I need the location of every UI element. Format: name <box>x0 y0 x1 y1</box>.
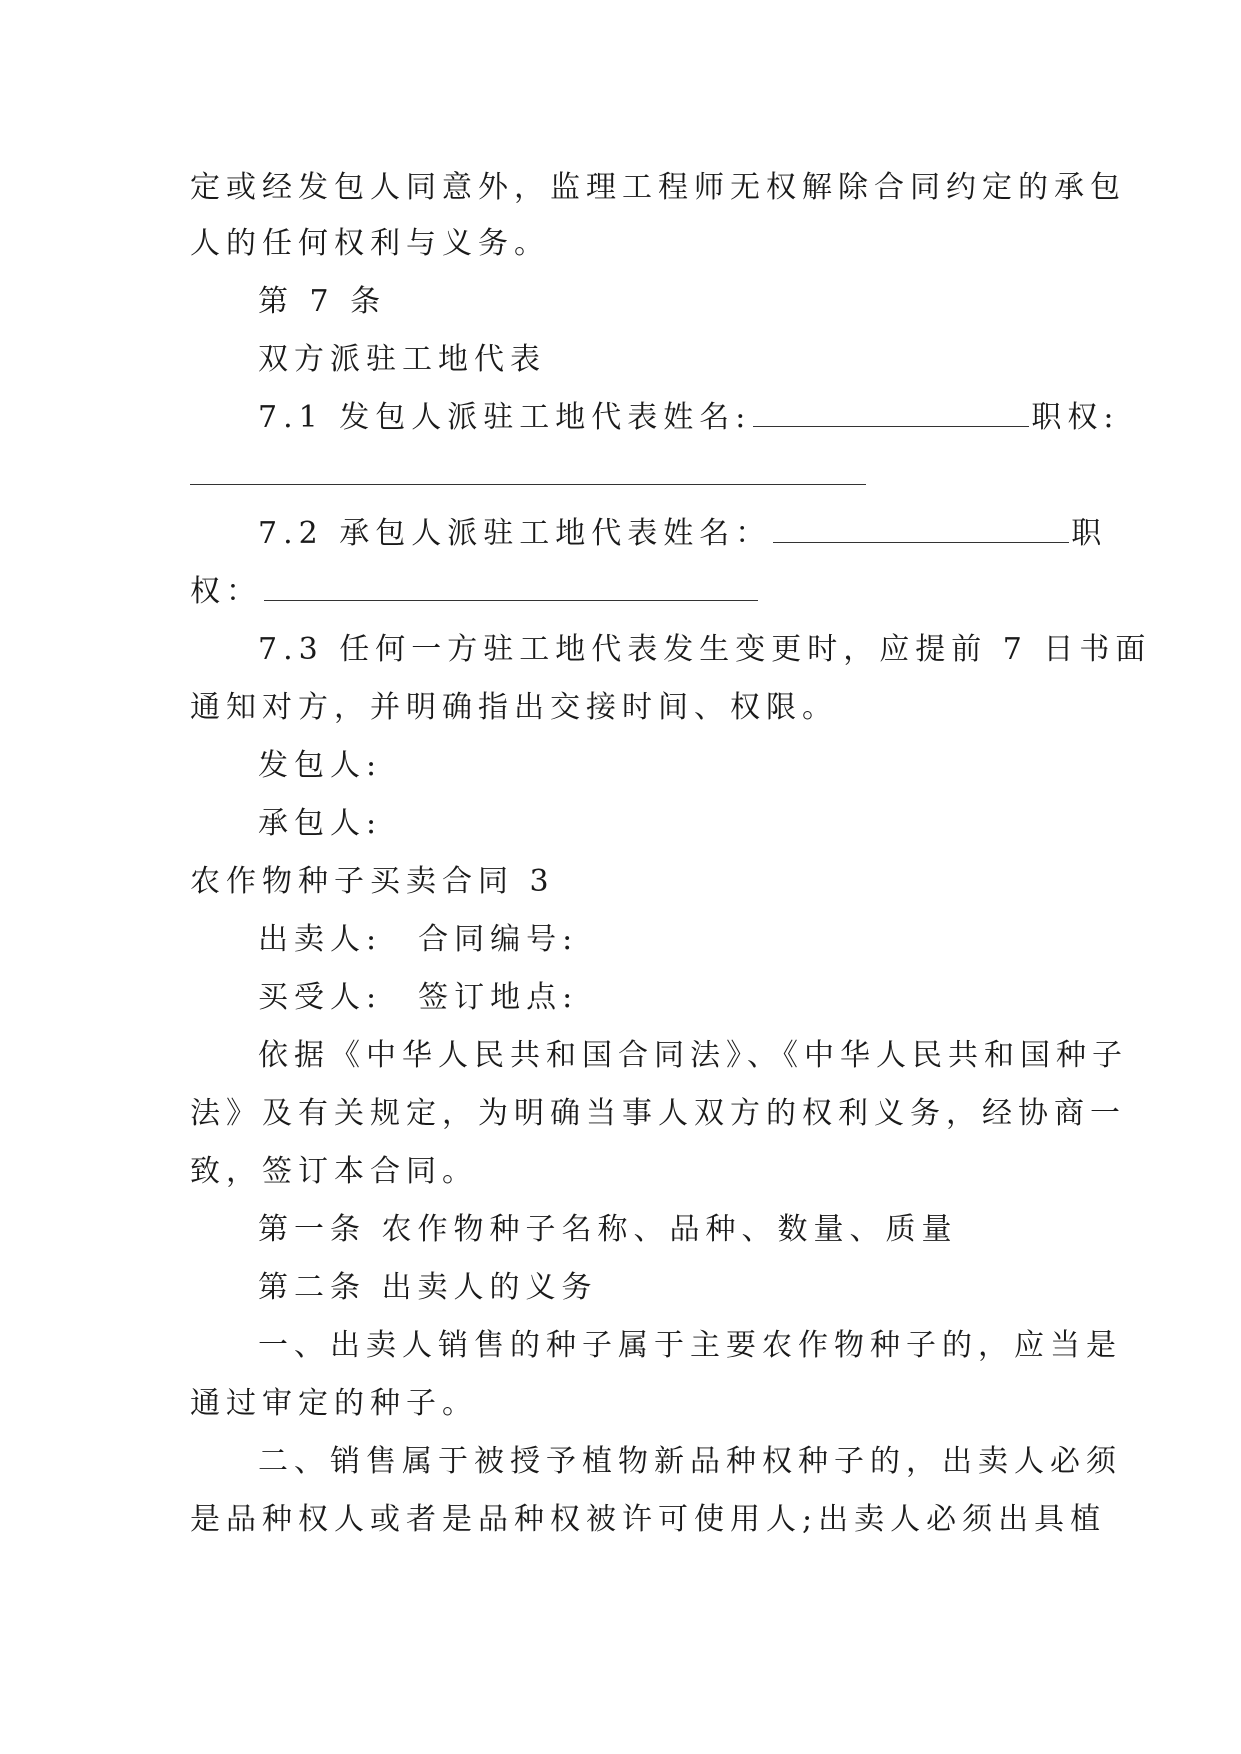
paragraph-line: 一、出卖人销售的种子属于主要农作物种子的，应当是 <box>258 1328 1122 1363</box>
paragraph-line: 通过审定的种子。 <box>190 1386 478 1421</box>
article-heading: 第二条 出卖人的义务 <box>258 1270 598 1305</box>
authority-blank <box>264 574 758 601</box>
clause-7-2 <box>258 514 1107 554</box>
buyer-line: 买受人: 签订地点: <box>258 980 579 1015</box>
article-heading: 第一条 农作物种子名称、品种、数量、质量 <box>258 1212 958 1247</box>
signature-contractor: 承包人: <box>258 806 383 841</box>
article-title: 双方派驻工地代表 <box>258 342 546 377</box>
name-blank <box>773 516 1069 543</box>
contract-title: 农作物种子买卖合同 3 <box>190 864 555 899</box>
clause-7-1-label: 7.1 发包人派驻工地代表姓名: <box>258 400 752 435</box>
paragraph-line: 是品种权人或者是品种权被许可使用人;出卖人必须出具植 <box>190 1502 1107 1537</box>
paragraph-line: 致，签订本合同。 <box>190 1154 478 1189</box>
paragraph-line: 定或经发包人同意外，监理工程师无权解除合同约定的承包 <box>190 170 1126 205</box>
signature-employer: 发包人: <box>258 748 383 783</box>
paragraph-line: 人的任何权利与义务。 <box>190 226 550 261</box>
article-heading: 第 7 条 <box>258 284 387 319</box>
clause-7-2-cont <box>190 572 760 612</box>
paragraph-line: 二、销售属于被授予植物新品种权种子的，出卖人必须 <box>258 1444 1122 1479</box>
paragraph-line: 法》及有关规定，为明确当事人双方的权利义务，经协商一 <box>190 1096 1126 1131</box>
clause-7-1 <box>258 398 1119 438</box>
seller-line: 出卖人: 合同编号: <box>258 922 579 957</box>
clause-7-2-label: 7.2 承包人派驻工地代表姓名： <box>258 516 772 551</box>
name-blank <box>753 400 1029 427</box>
paragraph-line: 通知对方，并明确指出交接时间、权限。 <box>190 690 838 725</box>
authority-label: 职 <box>1071 516 1108 551</box>
authority-blank <box>190 484 866 485</box>
authority-label: 职权: <box>1031 400 1120 435</box>
authority-label: 权： <box>190 574 262 609</box>
clause-7-3: 7.3 任何一方驻工地代表发生变更时，应提前 7 日书面 <box>258 632 1152 667</box>
paragraph-line: 依据《中华人民共和国合同法》、《中华人民共和国种子 <box>258 1038 1128 1073</box>
